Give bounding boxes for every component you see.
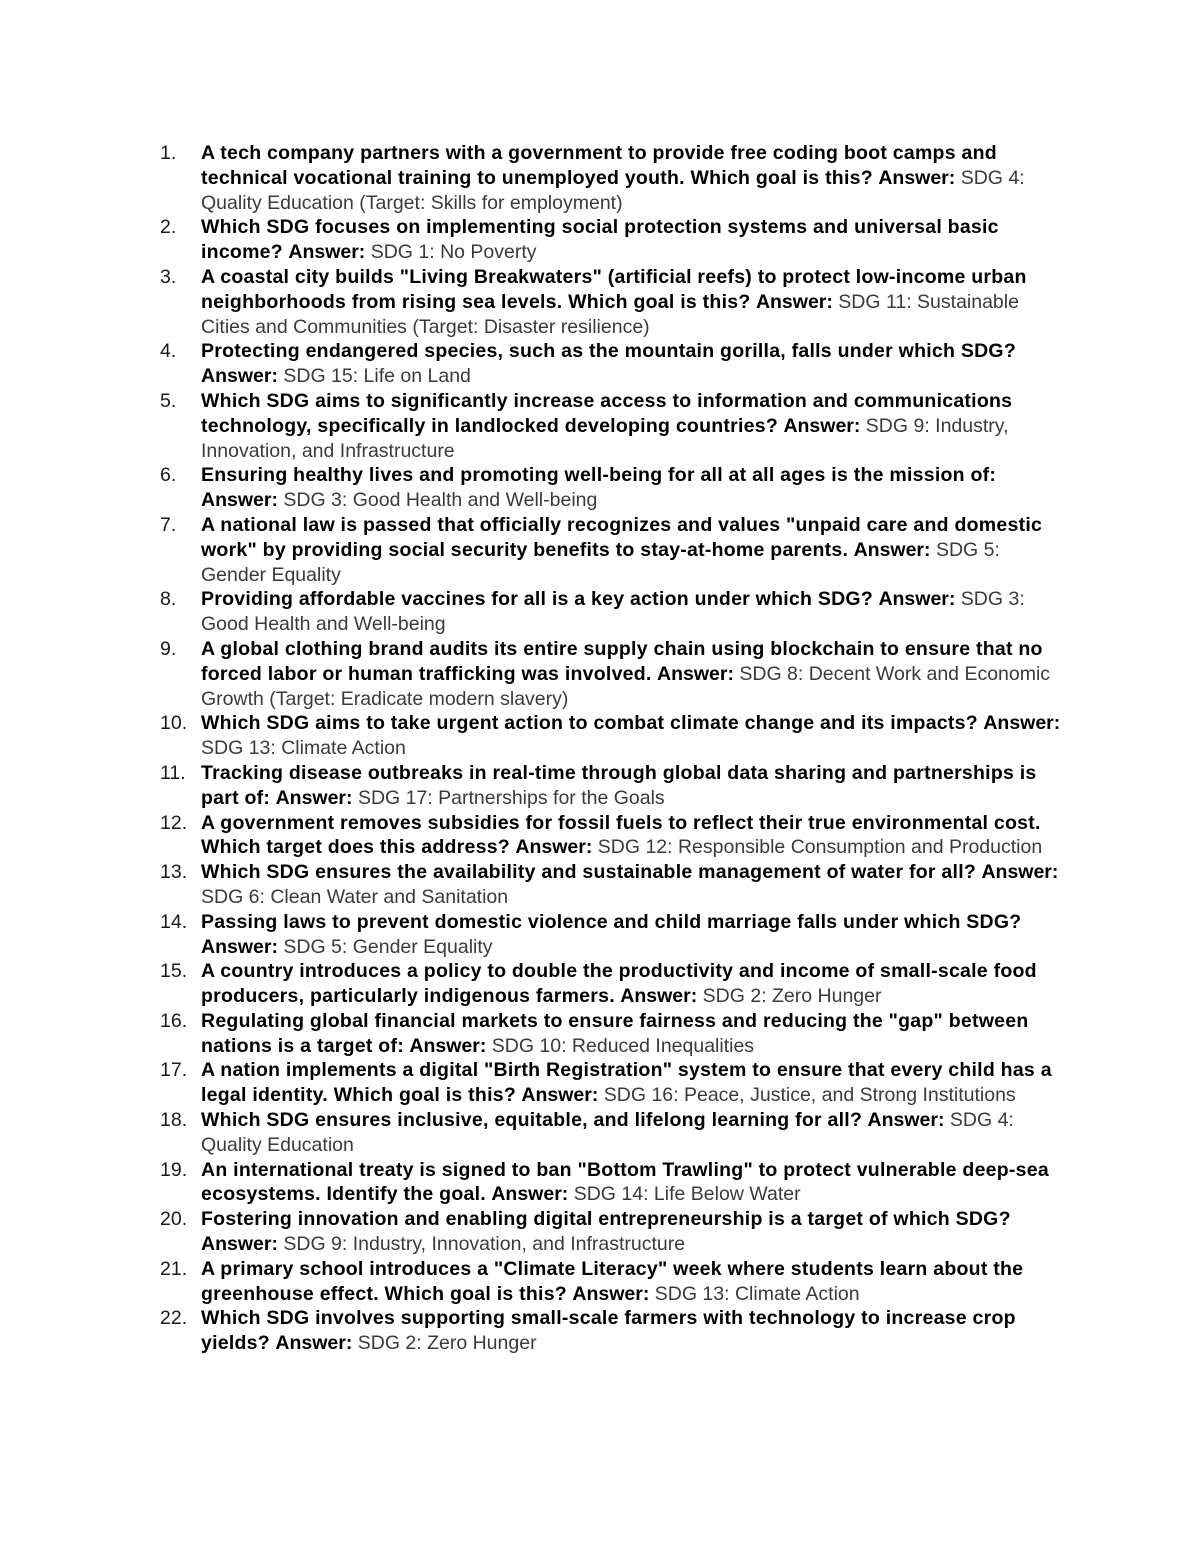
list-item [160,811,1065,861]
answer-text: SDG 9: Industry, Innovation, and Infrastructure [283,1233,686,1256]
item-number: 11. [160,761,186,784]
answer-label: Answer: [983,712,1061,735]
item-number: 21. [160,1257,188,1280]
question-text: Passing laws to prevent domestic violence and child marriage falls under which SDG? [201,910,1022,933]
item-number: 6. [160,464,177,487]
question-text: Fostering innovation and enabling digital entrepreneurship is a target of which SDG? [201,1208,1011,1231]
question-text: Which SDG focuses on implementing social protection systems and universal basic income? [201,216,999,264]
list-item [160,1257,1065,1307]
list-item [160,959,1065,1009]
question-text: Tracking disease outbreaks in real-time through global data sharing and partnerships is part of: [201,761,1037,809]
answer-label: Answer: [201,365,278,388]
item-number: 2. [160,216,177,239]
question-text: Protecting endangered species, such as the mountain gorilla, falls under which SDG? [201,340,1016,363]
item-number: 8. [160,588,177,611]
item-number: 17. [160,1059,188,1082]
answer-label: Answer: [275,1332,353,1355]
answer-text: SDG 12: Responsible Consumption and Production [597,836,1043,859]
item-number: 13. [160,861,188,884]
answer-label: Answer: [878,588,956,611]
list-item [160,215,1065,265]
question-text: A coastal city builds "Living Breakwaters" (artificial reefs) to protect low-income urban neighborhoods from rising sea levels. Which goal is this? [201,265,1027,313]
answer-label: Answer: [409,1034,487,1057]
question-text: A country introduces a policy to double the productivity and income of small-scale food producers, particularly indigenous farmers. [201,960,1037,1008]
item-number: 15. [160,960,188,983]
question-text: Regulating global financial markets to ensure fairness and reducing the "gap" between nations is a target of: [201,1009,1029,1057]
list-item [160,587,1065,637]
answer-label: Answer: [572,1282,650,1305]
list-item [160,761,1065,811]
answer-text: SDG 14: Life Below Water [573,1183,801,1206]
answer-label: Answer: [201,489,278,512]
list-item [160,389,1065,463]
question-text: Ensuring healthy lives and promoting well-being for all at all ages is the mission of: [201,464,997,487]
question-text: Which SDG ensures the availability and sustainable management of water for all? [201,861,977,884]
answer-text: SDG 9: Industry, Innovation, and Infrastructure [201,414,1009,462]
answer-text: SDG 17: Partnerships for the Goals [357,786,665,809]
answer-text: SDG 2: Zero Hunger [702,985,882,1008]
answer-label: Answer: [853,538,931,561]
question-text: Providing affordable vaccines for all is a key action under which SDG? [201,588,874,611]
answer-text: SDG 4: Quality Education (Target: Skills for employment) [201,166,1025,214]
answer-text: SDG 8: Decent Work and Economic Growth (Target: Eradicate modern slavery) [201,662,1051,710]
list-item [160,265,1065,339]
list-item [160,1009,1065,1059]
question-text: A global clothing brand audits its entire supply chain using blockchain to ensure that no forced labor or human trafficking was involved. [201,637,1043,685]
question-text: A national law is passed that officially recognizes and values "unpaid care and domestic work" by providing social security benefits to stay-at-home parents. [201,513,1043,561]
question-text: A primary school introduces a "Climate Literacy" week where students learn about the greenhouse effect. Which goal is this? [201,1257,1024,1305]
item-number: 5. [160,389,177,412]
answer-label: Answer: [783,414,861,437]
answer-text: SDG 16: Peace, Justice, and Strong Institutions [603,1084,1016,1107]
list-item [160,1108,1065,1158]
item-number: 4. [160,340,177,363]
question-text: An international treaty is signed to ban "Bottom Trawling" to protect vulnerable deep-sea ecosystems. Identify the goal. [201,1158,1049,1206]
item-number: 3. [160,265,177,288]
list-item [160,463,1065,513]
list-item [160,910,1065,960]
item-number: 9. [160,637,177,660]
answer-text: SDG 1: No Poverty [370,241,537,264]
answer-label: Answer: [515,836,593,859]
item-number: 18. [160,1109,188,1132]
answer-label: Answer: [275,786,353,809]
answer-label: Answer: [867,1109,945,1132]
list-item [160,141,1065,215]
item-number: 16. [160,1009,188,1032]
item-number: 22. [160,1307,188,1330]
answer-label: Answer: [288,241,366,264]
list-item [160,1058,1065,1108]
answer-label: Answer: [620,985,698,1008]
answer-label: Answer: [657,662,734,685]
list-item [160,711,1065,761]
list-item [160,1207,1065,1257]
answer-label: Answer: [201,935,278,958]
list-item [160,513,1065,587]
list-item [160,637,1065,711]
answer-text: SDG 6: Clean Water and Sanitation [201,885,509,908]
question-list [160,141,1065,1356]
item-number: 1. [160,142,177,164]
question-text: A tech company partners with a government to provide free coding boot camps and technical vocational training to unemployed youth. Which goal is this? [201,142,997,189]
item-number: 19. [160,1158,188,1181]
list-item [160,339,1065,389]
answer-text: SDG 5: Gender Equality [283,935,493,958]
answer-label: Answer: [201,1233,278,1256]
answer-text: SDG 3: Good Health and Well-being [283,489,598,512]
answer-text: SDG 5: Gender Equality [201,538,1000,586]
item-number: 10. [160,712,188,735]
answer-label: Answer: [981,861,1059,884]
item-number: 7. [160,513,177,536]
answer-label: Answer: [878,166,956,189]
question-text: Which SDG aims to significantly increase access to information and communications technology, specifically in landlocked developing countries? [201,389,1013,437]
list-item [160,860,1065,910]
list-item [160,1158,1065,1208]
question-text: A government removes subsidies for fossil fuels to reflect their true environmental cost. Which target does this address? [201,811,1041,859]
answer-text: SDG 2: Zero Hunger [357,1332,537,1355]
answer-label: Answer: [521,1084,599,1107]
answer-text: SDG 11: Sustainable Cities and Communities (Target: Disaster resilience) [201,290,1019,338]
question-text: Which SDG aims to take urgent action to combat climate change and its impacts? [201,712,978,735]
item-number: 14. [160,910,188,933]
question-text: Which SDG involves supporting small-scale farmers with technology to increase crop yields? [201,1307,1016,1355]
answer-text: SDG 10: Reduced Inequalities [491,1034,755,1057]
answer-label: Answer: [755,290,833,313]
question-text: A nation implements a digital "Birth Registration" system to ensure that every child has a legal identity. Which goal is this? [201,1059,1052,1107]
item-number: 12. [160,811,188,834]
list-item [160,1306,1065,1356]
question-text: Which SDG ensures inclusive, equitable, and lifelong learning for all? [201,1109,863,1132]
answer-text: SDG 15: Life on Land [283,365,471,388]
answer-label: Answer: [491,1183,569,1206]
answer-text: SDG 13: Climate Action [654,1282,860,1305]
answer-text: SDG 13: Climate Action [201,737,406,760]
item-number: 20. [160,1208,188,1231]
answer-text: SDG 4: Quality Education [201,1109,1014,1156]
answer-text: SDG 3: Good Health and Well-being [201,588,1025,636]
